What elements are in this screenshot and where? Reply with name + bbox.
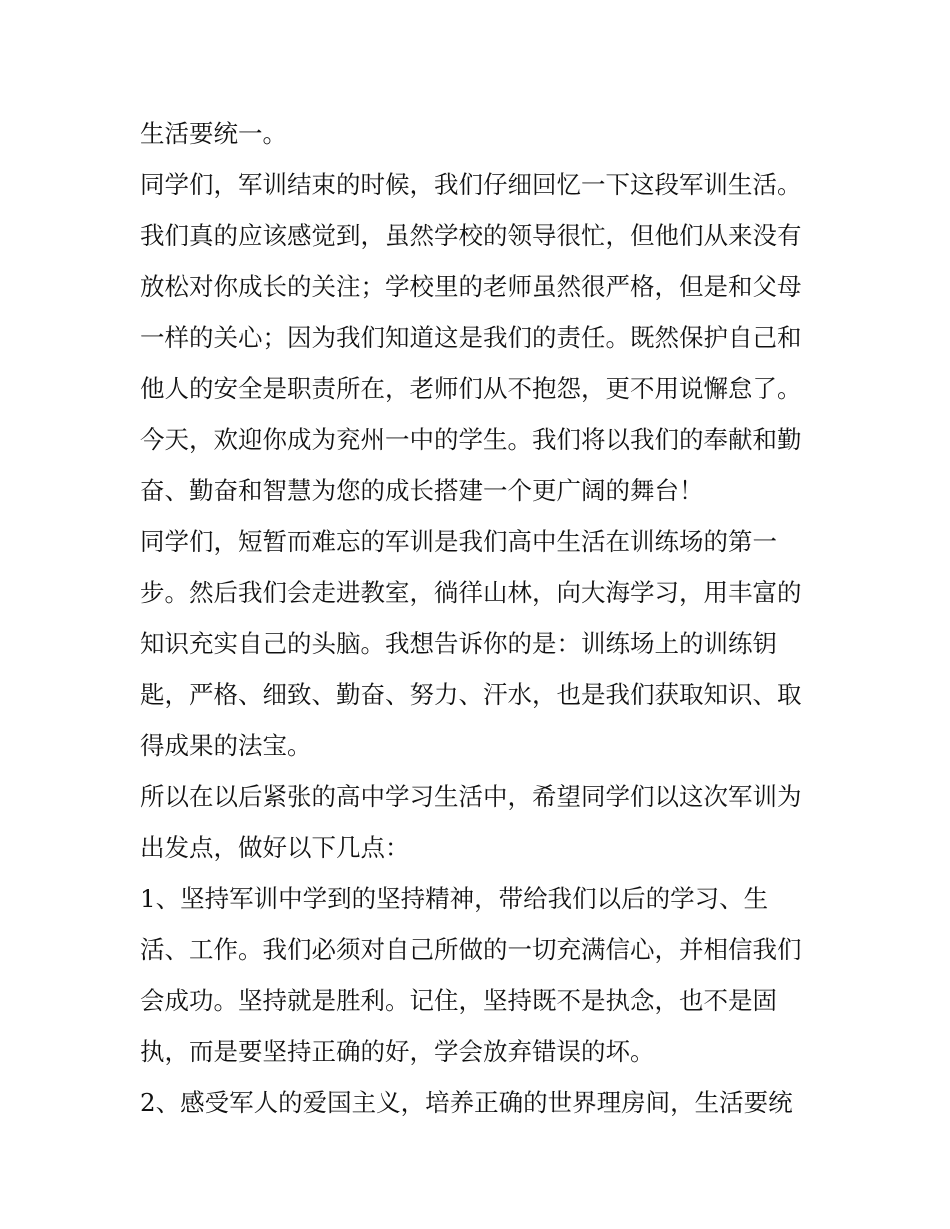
text-line: 执，而是要坚持正确的好，学会放弃错误的坏。 <box>140 1037 655 1066</box>
text-line: 一样的关心；因为我们知道这是我们的责任。既然保护自己和 <box>140 323 802 352</box>
text-line: 今天，欢迎你成为兖州一中的学生。我们将以我们的奉献和勤 <box>140 425 802 454</box>
text-line: 活、工作。我们必须对自己所做的一切充满信心，并相信我们 <box>140 935 802 964</box>
text-line: 所以在以后紧张的高中学习生活中，希望同学们以这次军训为 <box>140 782 802 811</box>
text-line: 出发点，做好以下几点： <box>140 833 410 862</box>
text-line: 会成功。坚持就是胜利。记住，坚持既不是执念，也不是固 <box>140 986 777 1015</box>
text-line: 生活要统一。 <box>140 119 287 148</box>
text-line: 步。然后我们会走进教室，徜徉山林，向大海学习，用丰富的 <box>140 578 802 607</box>
text-line: 同学们，军训结束的时候，我们仔细回忆一下这段军训生活。 <box>140 170 802 199</box>
text-line: 放松对你成长的关注；学校里的老师虽然很严格，但是和父母 <box>140 272 802 301</box>
text-line: 匙，严格、细致、勤奋、努力、汗水，也是我们获取知识、取 <box>140 680 802 709</box>
text-line: 我们真的应该感觉到，虽然学校的领导很忙，但他们从来没有 <box>140 221 802 250</box>
text-line: 2、感受军人的爱国主义，培养正确的世界理房间，生活要统 <box>140 1088 793 1117</box>
text-line: 他人的安全是职责所在，老师们从不抱怨，更不用说懈怠了。 <box>140 374 802 403</box>
text-line: 得成果的法宝。 <box>140 731 312 760</box>
text-line: 知识充实自己的头脑。我想告诉你的是：训练场上的训练钥 <box>140 629 777 658</box>
document-body <box>140 108 820 1128</box>
text-line: 奋、勤奋和智慧为您的成长搭建一个更广阔的舞台！ <box>140 476 704 505</box>
text-line: 同学们，短暂而难忘的军训是我们高中生活在训练场的第一 <box>140 527 777 556</box>
text-line: 1、坚持军训中学到的坚持精神，带给我们以后的学习、生 <box>140 884 769 913</box>
